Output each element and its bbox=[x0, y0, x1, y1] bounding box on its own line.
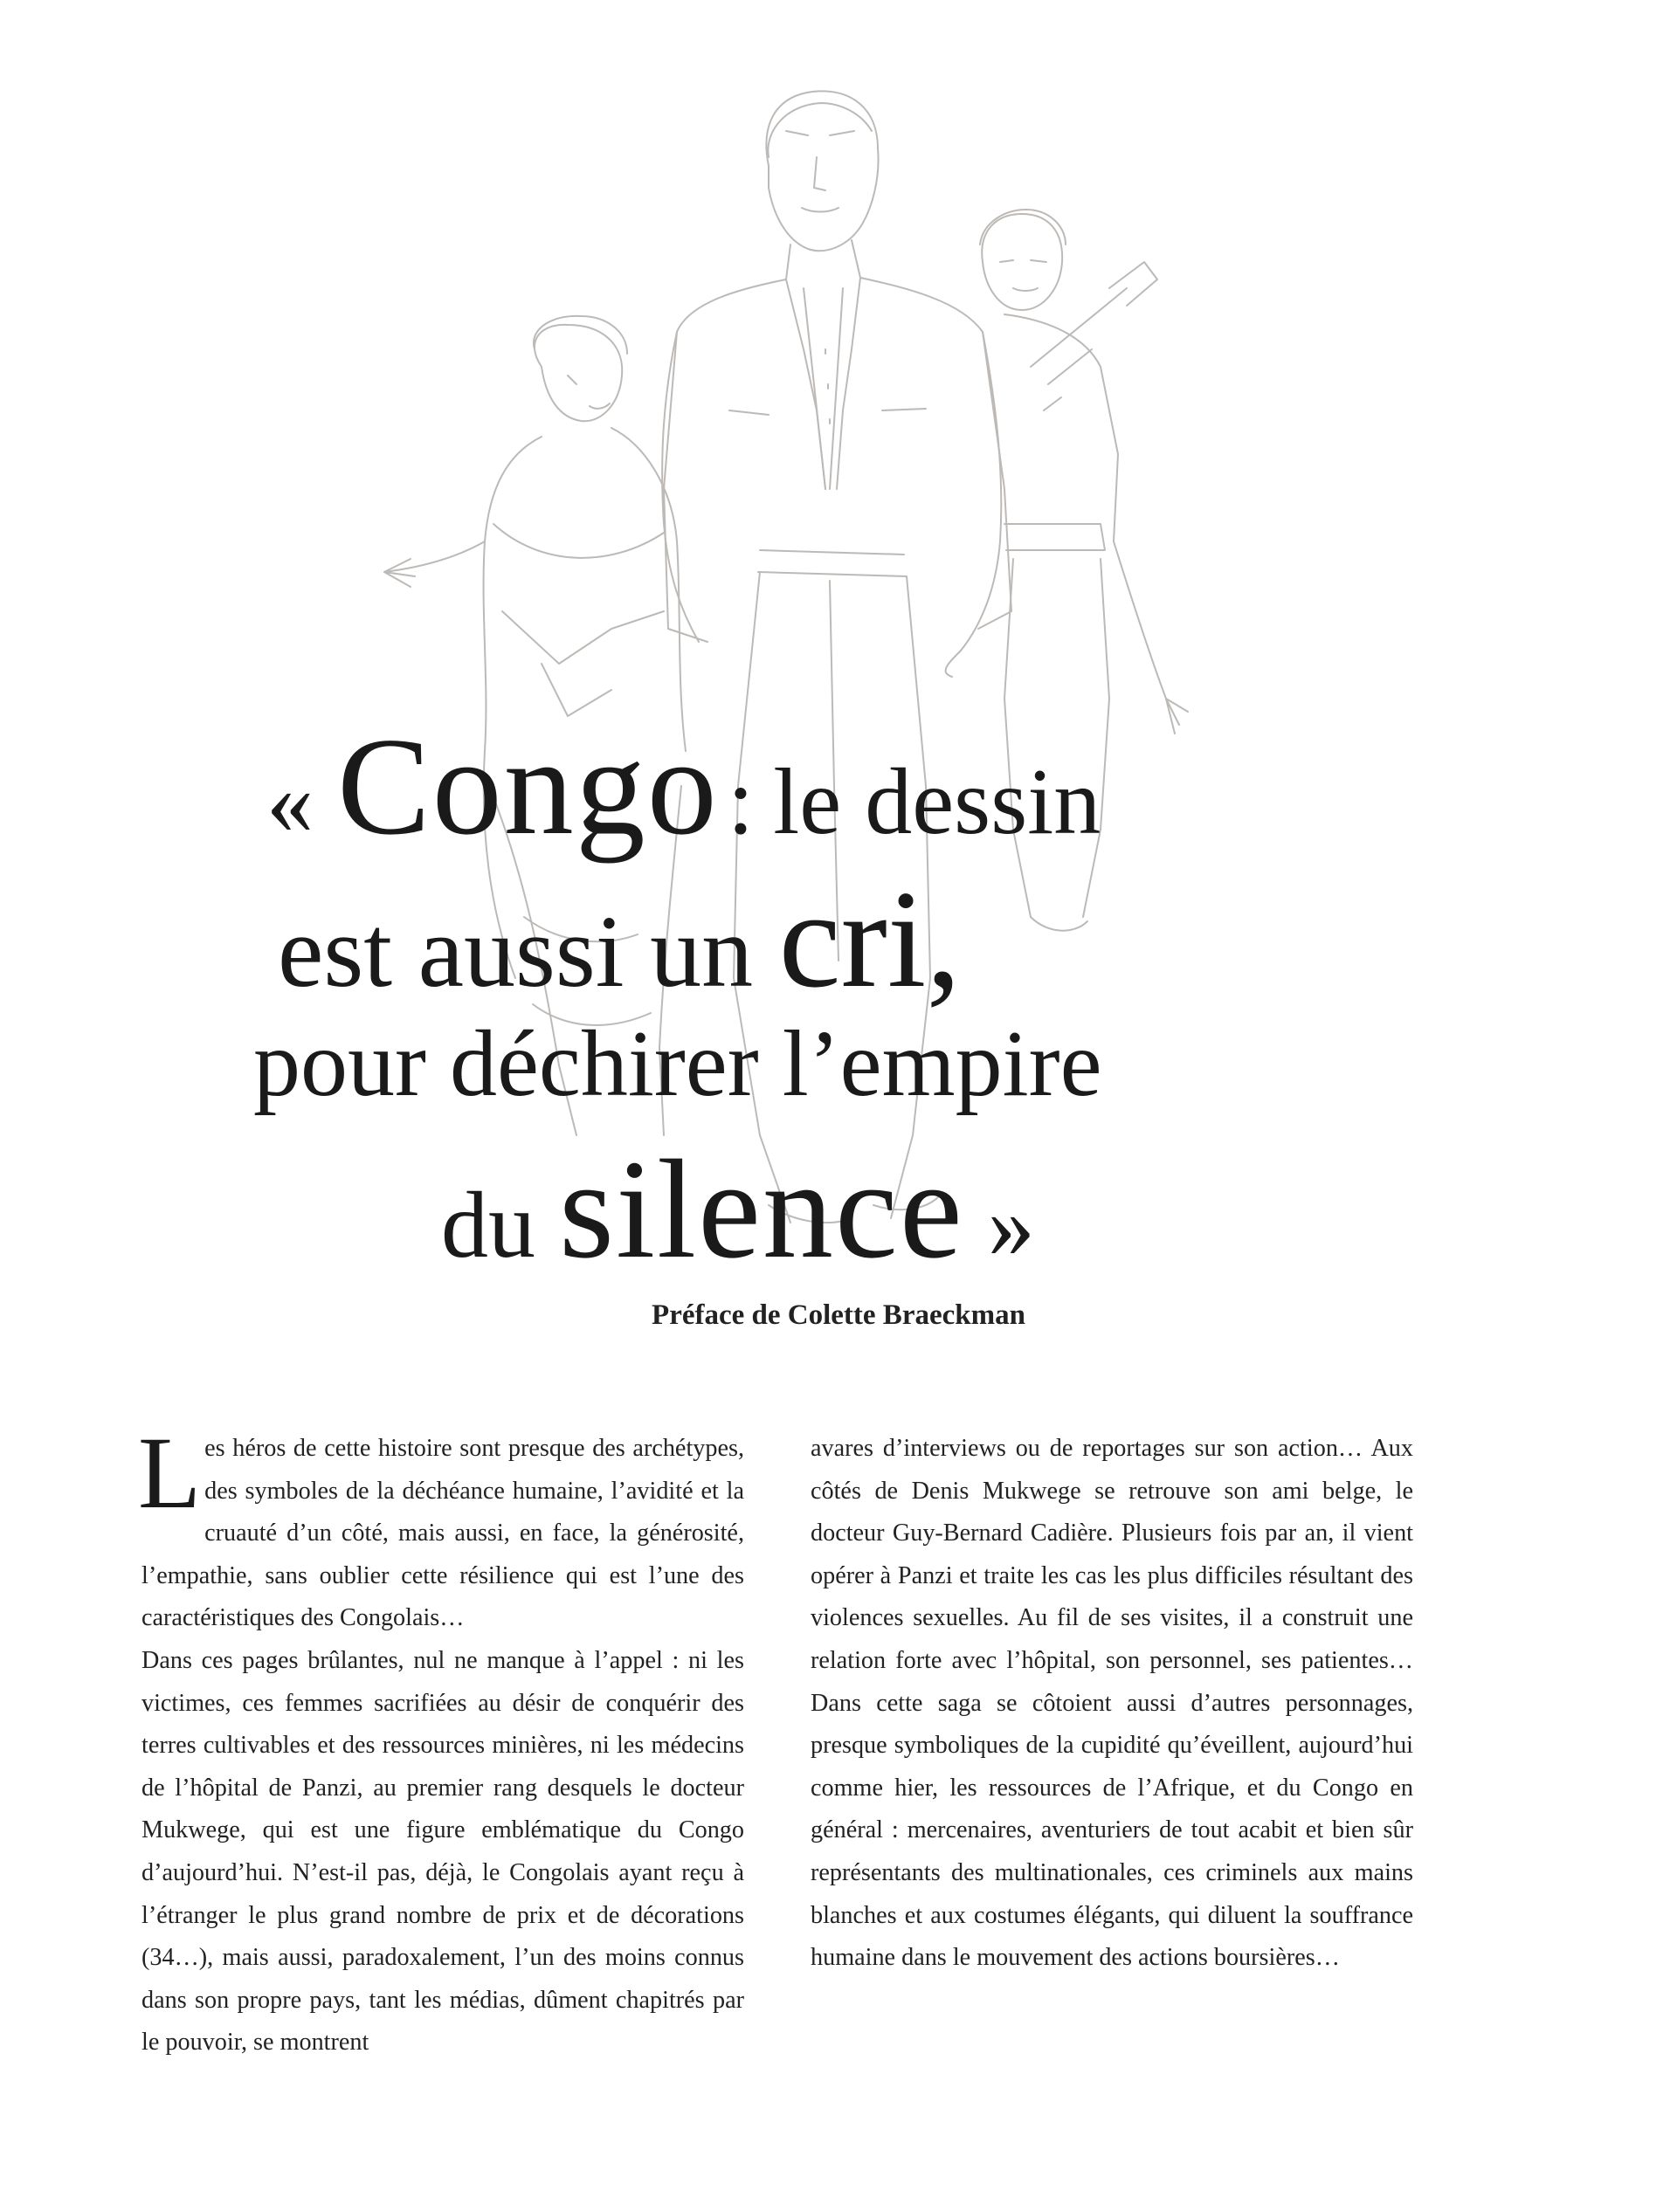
headline-word-cri: cri, bbox=[778, 861, 962, 1016]
headline-line-4-text: du bbox=[441, 1174, 535, 1278]
headline-line-1-rest: le dessin bbox=[773, 750, 1101, 854]
headline-line-2-text: est aussi un bbox=[278, 894, 754, 1009]
headline-word-congo: Congo bbox=[337, 708, 719, 864]
headline-line-4 bbox=[441, 1132, 1035, 1288]
paragraph: Dans ces pages brûlantes, nul ne manque à l’appel : ni les victimes, ces femmes sacrifiées au désir de conquérir des terres cultivables et des ressources minières, ni les médecins de l’hôpital de Panzi, au premier rang desquels le docteur Mukwege, qui est une figure emblématique du Congo d’aujourd’hui. N’est-il pas, déjà, le Congolais ayant reçu à l’étranger le plus grand nombre de prix et de décorations (34…), mais aussi, paradoxalement, l’un des moins connus dans son propre pays, tant les médias, dûment chapitrés par le pouvoir, se montrent bbox=[141, 1646, 744, 2057]
paragraph-text: es héros de cette histoire sont presque des archétypes, des symboles de la déchéance humaine, l’avidité et la cruauté d’un côté, mais aussi, en face, la générosité, l’empathie, sans oublier cette résilience qui est l’une des caractéristiques des Congolais… bbox=[141, 1435, 744, 1632]
close-quote-mark: » bbox=[987, 1174, 1035, 1278]
text-column-left bbox=[138, 1416, 744, 2064]
drop-cap: L bbox=[138, 1416, 202, 1530]
headline-line-1 bbox=[266, 708, 1101, 864]
open-quote-mark: « bbox=[266, 750, 314, 854]
preface-byline: Préface de Colette Braeckman bbox=[652, 1299, 1025, 1331]
headline-colon: : bbox=[727, 748, 755, 854]
headline-line-2 bbox=[278, 861, 962, 1016]
paragraph: avares d’interviews ou de reportages sur son action… Aux côtés de Denis Mukwege se retrouve son ami belge, le docteur Guy-Bernard Cadière. Plusieurs fois par an, il vient opérer à Panzi et traite les cas les plus difficiles résultant des violences sexuelles. Au fil de ses visites, il a construit une relation forte avec l’hôpital, son personnel, ses patientes… Dans cette saga se côtoient aussi d’autres personnages, presque symboliques de la cupidité qu’éveillent, aujourd’hui comme hier, les ressources de l’Afrique, et du Congo en général : mercenaires, aventuriers de tout acabit et bien sûr représentants des multinationales, ces criminels aux mains blanches et aux costumes élégants, qui diluent la souffrance humaine dans le mouvement des actions boursières… bbox=[811, 1435, 1413, 1972]
headline-word-silence: silence bbox=[559, 1132, 964, 1288]
headline-line-3: pour déchirer l’empire bbox=[253, 1012, 1102, 1116]
paragraph bbox=[138, 1416, 744, 1640]
text-column-right bbox=[811, 1428, 1413, 1980]
